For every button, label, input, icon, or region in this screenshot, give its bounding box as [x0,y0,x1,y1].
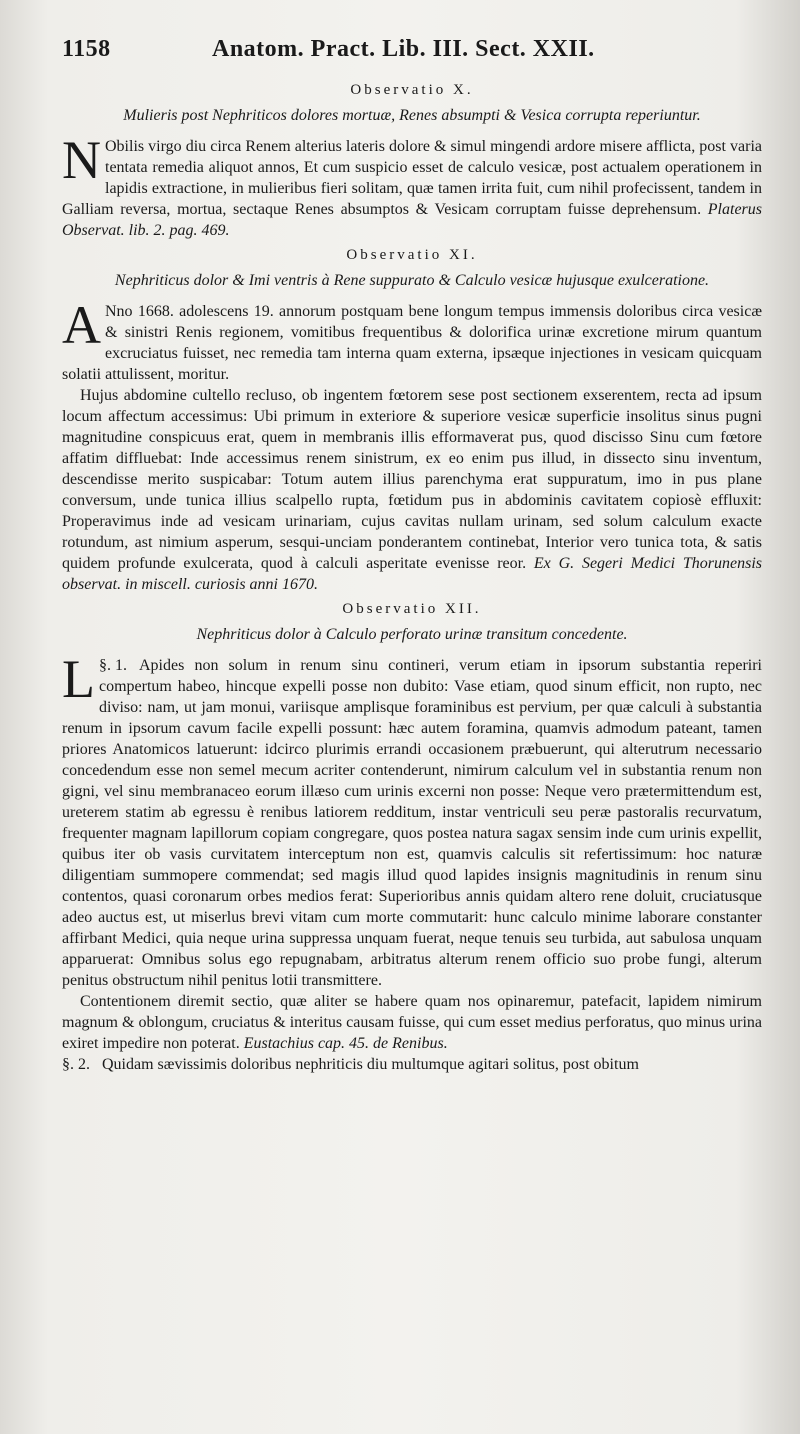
observation-12-text-3: Quidam sævissimis doloribus nephriticis diu multumque agitari solitus, post obitum [102,1056,639,1073]
observation-11-paragraph-1 [62,295,762,385]
drop-cap: L [62,649,95,709]
page-header [62,36,762,76]
observation-10-text: Obilis virgo diu circa Renem alterius lateris dolore & simul mingendi ardore misere afflicta, post varia tentata remedia aliquot annos, Et cum suspicio esset de calculo vesicæ, post actualem operationem in lapidis extractione, in mulieribus fieri solitam, quæ tamen irrita fuit, cum nihil profecissent, tandem in Galliam reversa, mortua, sectaque Renes absumptos & Vesicam corruptam fuisse deprehensum. [62,138,762,218]
observation-11-text-1: Nno 1668. adolescens 19. annorum postquam bene longum tempus immensis doloribus circa vesicæ & sinistri Renis regionem, vomitibus frequentibus & dolorifica urinæ excretione mirum quantum excruciatus fuisset, nec remedia tam interna quam externa, ipsæque injectiones in vesicam quicquam solatii attulissent, moritur. [62,303,762,383]
observation-12-subtitle: Nephriticus dolor à Calculo perforato urinæ transitum concedente. [196,626,628,643]
observation-12-paragraph-2 [62,991,762,1054]
page-number: 1158 [62,36,111,62]
observation-11-subtitle: Nephriticus dolor & Imi ventris à Rene suppurato & Calculo vesicæ hujusque exulceratione. [114,272,710,289]
observation-11-title: Observatio XI. [346,247,478,263]
observation-11-text-2: Hujus abdomine cultello recluso, ob ingentem fœtorem sese post sectionem exserentem, recta ad ipsum locum affectum accessimus: Ubi primum in exteriore & superiore vesicæ superficie insolitus sinus pugni magnitudine conspicuus erat, quem in membranis illis efformaverat pus, quod discisso Sinu cum fœtore affatim diffluebat: Inde accessimus renem sinistrum, ex eo enim pus illud, in dissecto sinu inventum, descendisse merito suspicabar: Totum autem illius parenchyma erat suppuratum, imo in pus plane conversum, unde tunica illius scalpello rupta, fœtidum pus in abdominis cavitatem copiosè effluxit: Properavimus inde ad vesicam urinariam, cujus cavitas nullam urinam, sed solum calculum exacte rotundum, ast nimium asperum, sesqui-unciam ponderantem continebat, Interior vero tunica tota, & satis quidem profunde exulcerata, quod à calculi asperitate evenisse reor. [62,387,762,572]
observation-12-citation: Eustachius cap. 45. de Renibus. [243,1035,448,1052]
observation-12-paragraph-1 [62,649,762,991]
running-title: Anatom. Pract. Lib. III. Sect. XXII. [212,36,595,62]
observation-10-title: Observatio X. [350,82,474,98]
observation-10-body [62,130,762,241]
observation-11-citation: Ex G. Segeri Medici Thorunensis observat. in miscell. curiosis anni 1670. [62,555,763,593]
observation-11-paragraph-2 [62,385,762,595]
observation-10-subtitle: Mulieris post Nephriticos dolores mortuæ, Renes absumpti & Vesica corrupta reperiuntur. [123,107,701,124]
section-number: §. 2. [62,1056,90,1073]
observation-12-paragraph-3 [62,1054,762,1075]
drop-cap: N [62,130,101,190]
observation-10-citation: Platerus Observat. lib. 2. pag. 469. [62,201,762,239]
observation-12-text-2: Contentionem diremit sectio, quæ aliter se habere quam nos opinaremur, patefacit, lapidem nimirum magnum & oblongum, cruciatus & interitus causam fuisse, qui cum esset medius perforatus, quo minus urina exiret impedire non poterat. [62,993,762,1052]
observation-12-text-1: Apides non solum in renum sinu contineri, verum etiam in ipsorum substantia reperiri compertum habeo, hincque expelli posse non dubito: Vase etiam, quod sinum efficit, non rupto, nec diviso: nam, ut jam monui, variisque amplisque foraminibus est pervium, per quæ calculi à substantia renum in ipsorum cavum facile expelli possunt: hæc autem foramina, quamvis admodum pateant, tamen priores Anatomicos latuerunt: idcirco plurimis errandi occasionem præbuerunt, qui alterutrum necessario concedendum esse non semel mecum acriter contenderunt, nimirum calculum vel in substantia renum non gigni, vel sinu membranaceo eorum illæso cum urinis excerni non posse: Neque vero prætermittendum est, ureterem statim ab egressu è renibus latiorem redditum, instar ventriculi seu peræ pastoralis recurvatum, frequenter magnam lapillorum copiam congregare, quos postea natura sagax sensim inde cum urinis expellit, quibus iter ob vasis curvitatem interceptum non est, quamvis calculis sit refertissimum: hoc naturæ diligentiam summopere commendat; sed magis illud quod lapides insignis magnitudinis in renum sinu contentos, quasi coronarum orbes medios ferat: Superioribus annis quidam altero rene doluit, cruciatusque adeo auctus est, ut miserlus brevi vitam cum morte commutarit: hunc calculo minime laborare constanter affirbant Medici, quia neque urina suppressa unquam fuerat, neque tenuis seu turbida, aut sabulosa unquam apparuerat: Omnibus solus ego repugnabam, arbitratus alterum renem officio suo probe fungi, alterum penitus obstructum nihil penitus lotii transmittere. [62,657,762,989]
section-number: §. 1. [99,657,127,674]
observation-12-title: Observatio XII. [342,601,482,617]
drop-cap: A [62,295,101,355]
